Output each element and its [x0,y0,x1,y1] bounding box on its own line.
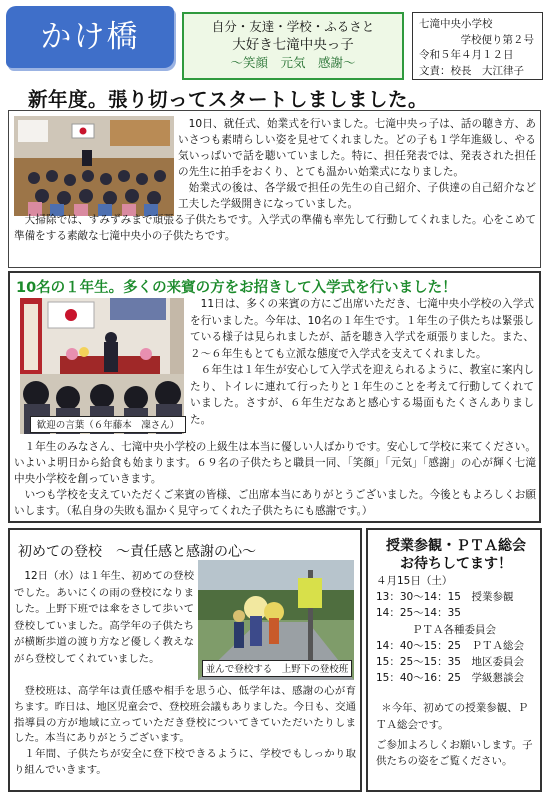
section2-paragraph-3: １年生のみなさん、七滝中央小学校の上級生は本当に優しい人ばかりです。安心して学校に来てください。いよいよ明日から給食も始まります。６９名の子供たちと職員一同、「笑顔」「元気」「感謝」の心が輝く七滝中央小学校を創っていきます。 [14,441,536,485]
motto-line-1: 自分・友達・学校・ふるさと [211,19,375,34]
first-school-day-title: 初めての登校 ～責任感と感謝の心～ [18,544,256,560]
commute-photo-caption: 並んで登校する 上野下の登校班 [202,660,352,677]
schedule-item: 14：40～15：25 ＰＴＡ総会 [376,639,524,652]
class-visit-title [376,537,536,573]
school-name: 七滝中央小学校 [419,18,493,30]
entrance-ceremony-title: 10名の１年生。多くの来賓の方をお招きして入学式を行いました！ [16,280,457,296]
newsletter-name: かけ橋 [40,19,140,55]
section1-paragraph-3: 大掃除では、すみずみまで頑張る子供たちです。入学式の準備も率先して行動してくれました。心をこめて準備をする素敵な七滝中央小の子供たちです。 [14,214,536,242]
newsletter-title-banner [6,6,174,68]
schedule-item: 15：25～15：35 地区委員会 [376,656,524,669]
motto-line-2: 大好き七滝中央っ子 [232,37,354,53]
section2-paragraph-1: 11日は、多くの来賓の方にご出席いただき、七滝中央小学校の入学式を行いました。今年は、10名の１年生です。１年生の子供たちは緊張している様子は見られましたが、話を聴き入学式を頑張りました。また、２～６年生もとても立派な態度で入学式を支えてくれました。 [190,298,534,360]
issue-info-box [412,12,543,80]
issue-number: 学校便り第２号 [460,33,534,46]
issue-date: 令和５年４月１２日 [419,49,514,61]
section2-text-bottom [14,439,536,519]
entrance-photo-caption: 歓迎の言葉（６年藤本 凜さん） [30,416,186,433]
school-motto-box [182,12,404,80]
schedule-item: ＰＴＡ各種委員会 [412,623,496,636]
section3-text-top [14,568,194,667]
section3-paragraph-3: １年間、子供たちが安全に登下校できるように、学校でもしっかり取り組んでいきます。 [14,748,356,776]
section2-paragraph-4: いつも学校を支えていただくご来賓の皆様、ご出席本当にありがとうございました。今後ともよろしくお願いします。（私自身の失敗も温かく見守ってくれた子供たちにも感謝です。） [14,489,536,517]
section3-text-bottom [14,684,356,779]
section1-text-top [178,116,536,180]
class-visit-title-line-2: お待ちしてます！ [400,556,512,572]
event-schedule [376,573,538,769]
motto-line-3: ～笑顔 元気 感謝～ [230,55,356,70]
event-date: ４月15日（土） [376,575,453,587]
section1-paragraph-2: 始業式の後は、各学級で担任の先生の自己紹介、子供達の自己紹介など工夫した学級開きになっていました。 [178,182,536,210]
section3-paragraph-1: 12日（水）は１年生、初めての登校でした。あいにくの雨の登校になりました。上野下班では傘をさして歩いて登校していました。高学年の子供たちが横断歩道の渡り方など優しく教えながら登校してくれていました。 [14,570,194,665]
schedule-item: 14：25～14：35 [376,607,461,620]
section1-text-bottom [14,180,536,244]
schedule-item: 15：40～16：25 学級懇談会 [376,672,524,685]
entrance-ceremony-photo [20,298,184,434]
event-note: ＊今年、初めての授業参観、ＰＴＡ総会です。 [376,702,529,731]
section3-paragraph-2: 登校班は、高学年は責任感や相手を思う心、低学年は、感謝の心が育ちます。昨日は、地区児童会で、登校班会議もありました。今日も、交通指導員の方が地域に立っていただき登校についてきていただいたりしました。本当にありがとうございます。 [14,685,356,745]
class-visit-title-line-1: 授業参観・ＰＴＡ総会 [386,538,526,554]
page-title: 新年度。張り切ってスタートしましました。 [28,88,429,111]
section2-text-top [190,296,534,428]
event-closing: ご参加よろしくお願いします。子供たちの姿をご覧ください。 [376,738,533,768]
issue-author: 文責：校長 大江律子 [419,64,524,77]
schedule-item: 13：30～14：15 授業参観 [376,591,514,604]
section2-paragraph-2: ６年生は１年生が安心して入学式を迎えられるように、教室に案内したり、トイレに連れて行ったりと１年生のことを考えて行動してくれていました。さすが、６年生だなあと感心する場面もたくさんありました。 [190,364,534,426]
section1-paragraph-1: 10日、就任式、始業式を行いました。七滝中央っ子は、話の聴き方、あいさつも素晴らしい姿を見せてくれました。どの子も１学年進級し、やる気いっぱいで話を聴いていました。特に、担任発表では、発表された担任の先生に拍手をおくり、とても温かい始業式になりました。 [178,118,536,178]
